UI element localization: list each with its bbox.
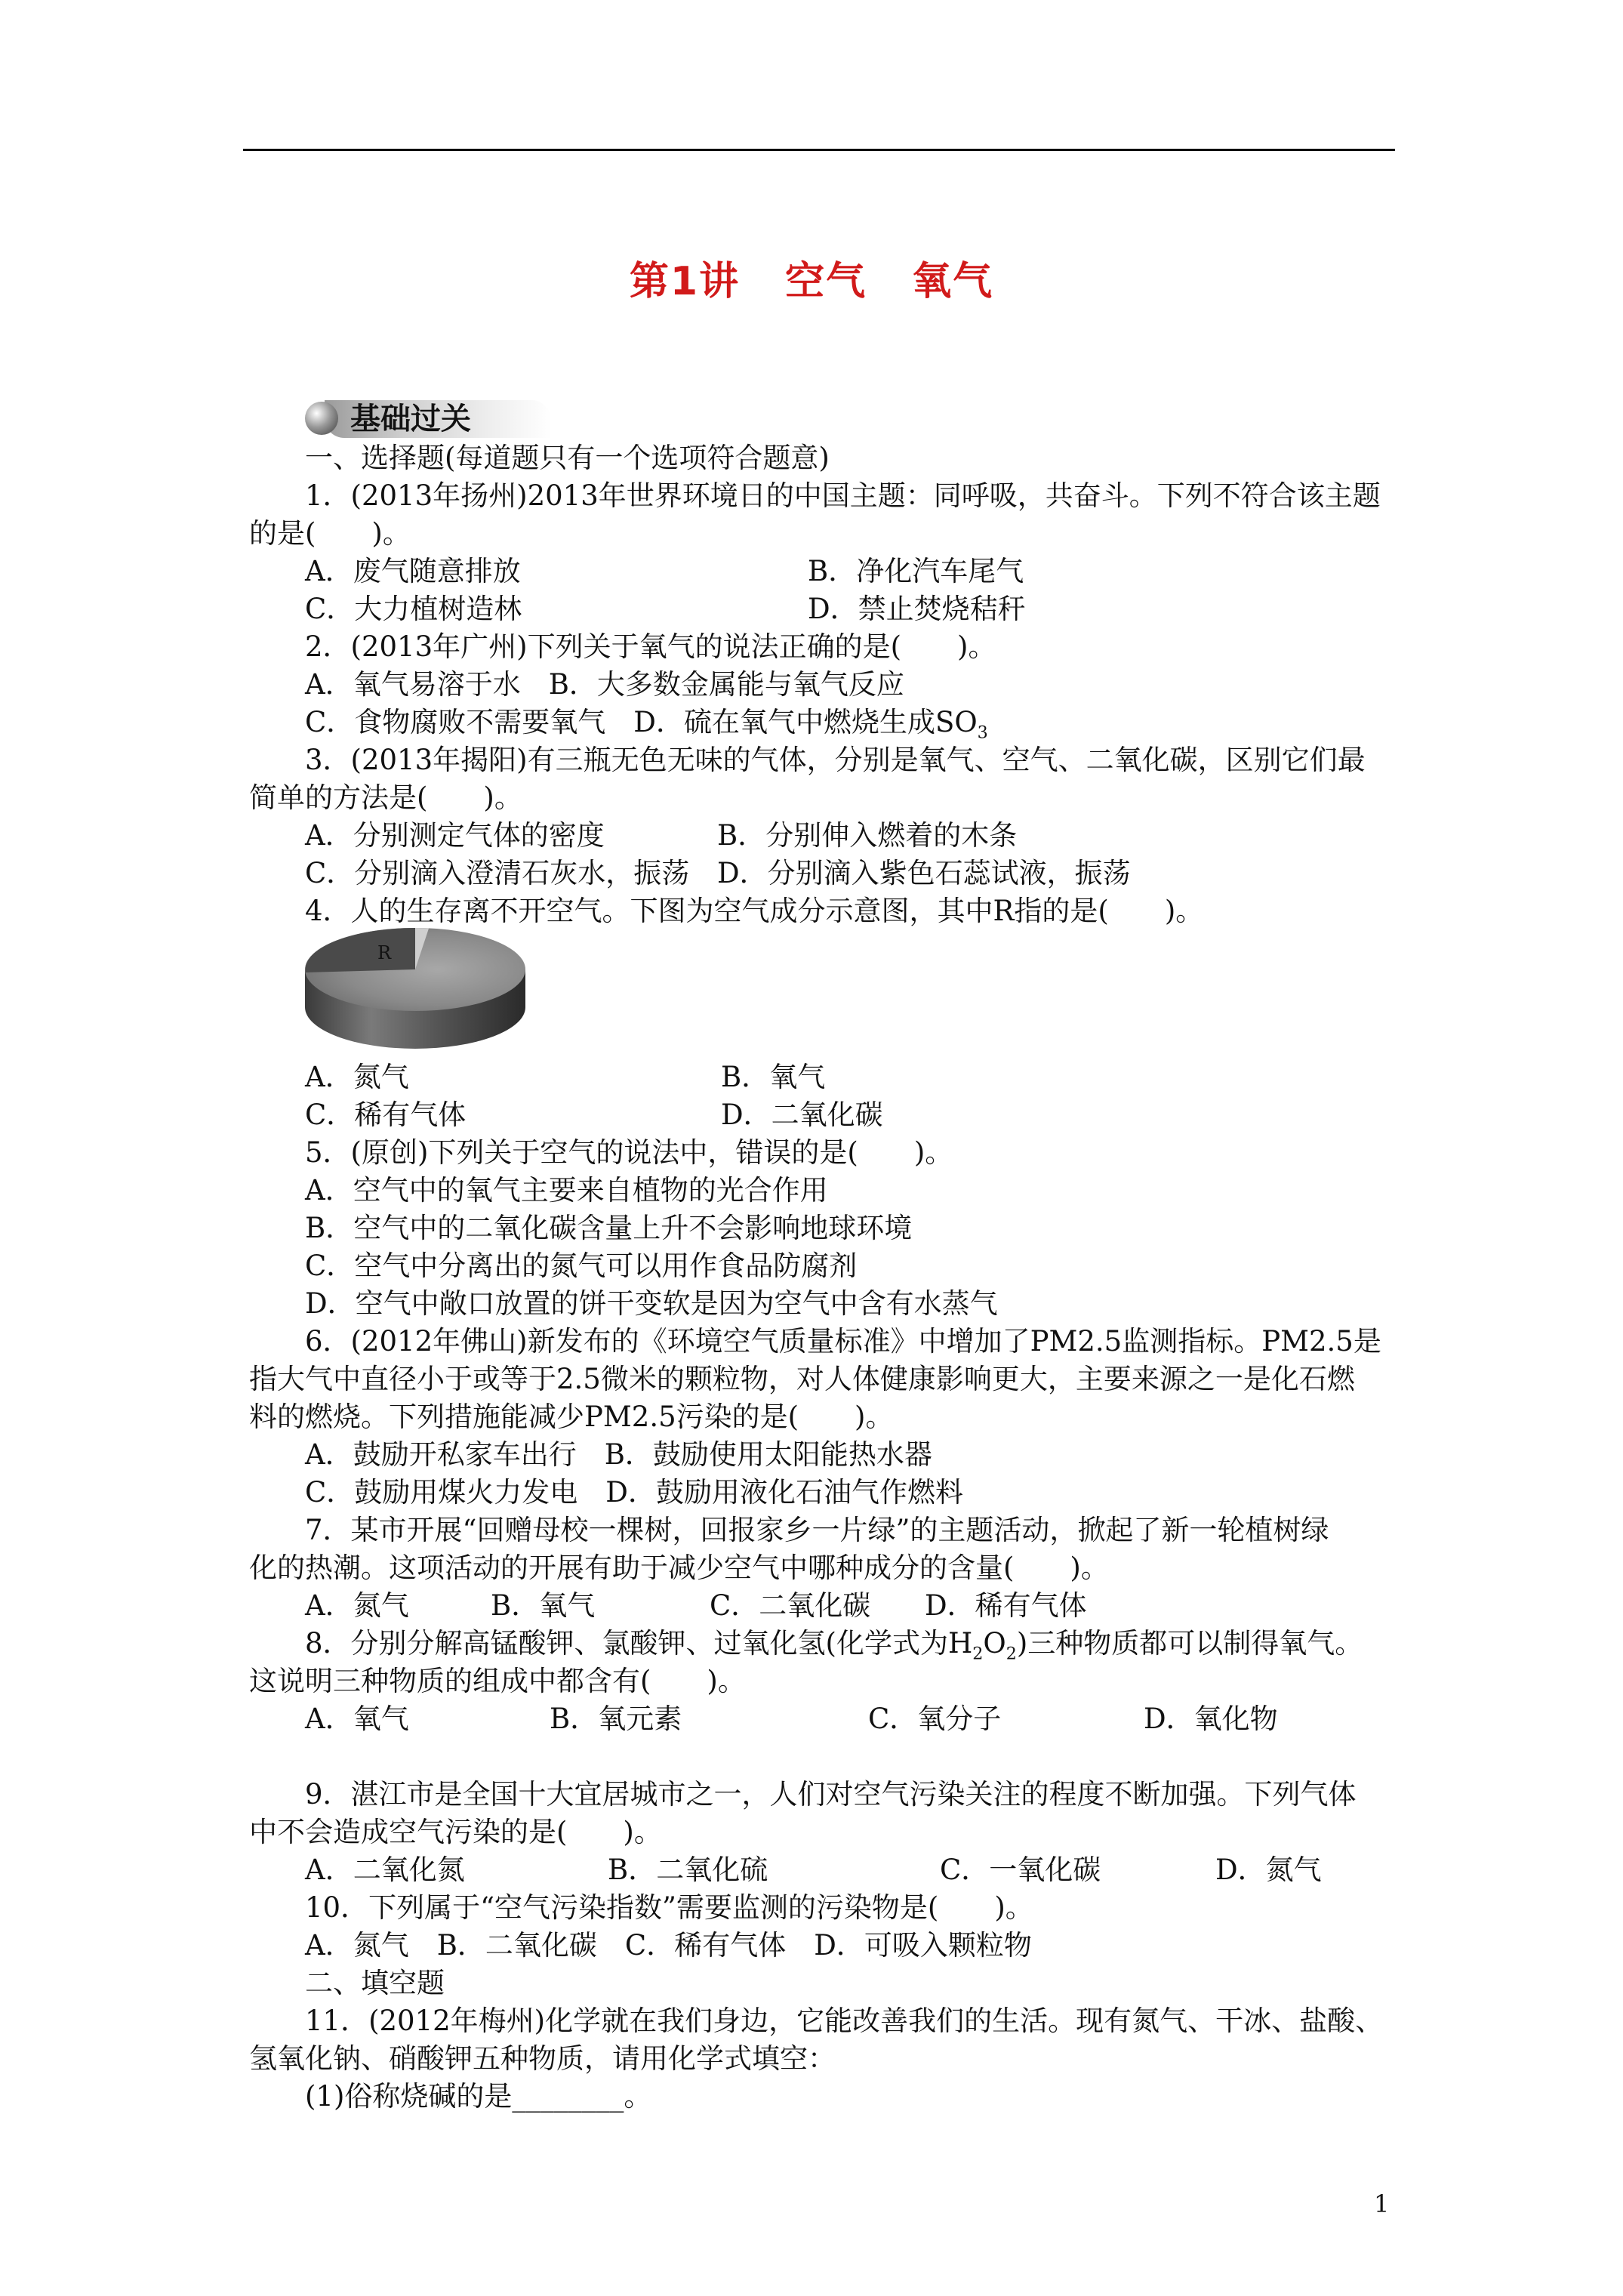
q7-option-a: A．氮气 xyxy=(305,1589,409,1622)
q5-option-b: B．空气中的二氧化碳含量上升不会影响地球环境 xyxy=(305,1212,913,1244)
section-badge xyxy=(305,397,554,441)
q1-option-d: D．禁止焚烧秸秆 xyxy=(808,593,1026,625)
q6-stem-line3: 料的燃烧。下列措施能减少PM2.5污染的是( )。 xyxy=(249,1401,894,1433)
q4-option-d: D．二氧化碳 xyxy=(721,1099,883,1131)
q9-option-b: B．二氧化硫 xyxy=(608,1854,768,1886)
air-composition-pie-chart xyxy=(302,923,528,1059)
section-badge-label: 基础过关 xyxy=(350,402,471,436)
pie-slice-r xyxy=(306,928,415,972)
q8-option-d: D．氧化物 xyxy=(1144,1703,1278,1735)
q6-stem-line1: 6．(2012年佛山)新发布的《环境空气质量标准》中增加了PM2.5监测指标。PM2.5是 xyxy=(305,1325,1381,1358)
q8-subscript-1: 2 xyxy=(972,1644,984,1664)
q4-option-c: C．稀有气体 xyxy=(305,1099,467,1131)
q5-option-c: C．空气中分离出的氮气可以用作食品防腐剂 xyxy=(305,1250,858,1282)
q7-option-c: C．二氧化碳 xyxy=(710,1589,871,1622)
q7-stem-line2: 化的热潮。这项活动的开展有助于减少空气中哪种成分的含量( )。 xyxy=(249,1552,1109,1584)
q8-option-c: C．氧分子 xyxy=(868,1703,1002,1735)
q11-stem-line1: 11．(2012年梅州)化学就在我们身边，它能改善我们的生活。现有氮气、干冰、盐酸、 xyxy=(305,2005,1384,2037)
q4-stem: 4．人的生存离不开空气。下图为空气成分示意图，其中R指的是( )。 xyxy=(305,895,1204,927)
pie-label-r: R xyxy=(377,942,392,963)
title-lecture: 第1讲 xyxy=(629,259,741,304)
q5-option-a: A．空气中的氧气主要来自植物的光合作用 xyxy=(305,1174,828,1207)
q9-option-d: D．氮气 xyxy=(1215,1854,1322,1886)
q3-option-a: A．分别测定气体的密度 xyxy=(305,819,605,852)
q3-stem-line2: 简单的方法是( )。 xyxy=(249,781,522,814)
q7-option-b: B．氧气 xyxy=(491,1589,596,1622)
title-oxygen: 氧气 xyxy=(912,259,994,304)
q8-option-b: B．氧元素 xyxy=(550,1703,682,1735)
q10-stem: 10．下列属于“空气污染指数”需要监测的污染物是( )。 xyxy=(305,1891,1033,1924)
q1-option-a: A．废气随意排放 xyxy=(305,555,521,587)
q11-stem-line2: 氢氧化钠、硝酸钾五种物质，请用化学式填空： xyxy=(249,2042,836,2075)
section-badge-ball-icon xyxy=(305,402,338,435)
q5-option-d: D．空气中敞口放置的饼干变软是因为空气中含有水蒸气 xyxy=(305,1287,998,1320)
header-rule xyxy=(243,149,1395,151)
q9-stem-line2: 中不会造成空气污染的是( )。 xyxy=(249,1816,662,1848)
q1-stem-line2: 的是( )。 xyxy=(249,517,411,550)
q2-options-cd xyxy=(305,704,988,741)
q1-option-c: C．大力植树造林 xyxy=(305,593,522,625)
q8-stem-mid: O xyxy=(983,1627,1006,1660)
q11-sub1: (1)俗称烧碱的是________。 xyxy=(305,2080,652,2113)
q6-options-ab: A．鼓励开私家车出行 B．鼓励使用太阳能热水器 xyxy=(305,1438,932,1471)
page-number: 1 xyxy=(1374,2190,1390,2218)
q3-option-c: C．分别滴入澄清石灰水，振荡 xyxy=(305,857,690,889)
q8-stem-pre: 8．分别分解高锰酸钾、氯酸钾、过氧化氢(化学式为H xyxy=(305,1627,973,1660)
q7-option-d: D．稀有气体 xyxy=(925,1589,1087,1622)
q9-option-a: A．二氧化氮 xyxy=(305,1854,465,1886)
q8-option-a: A．氧气 xyxy=(305,1703,409,1735)
part1-heading: 一、选择题(每道题只有一个选项符合题意) xyxy=(305,442,830,474)
q4-option-a: A．氮气 xyxy=(305,1061,409,1093)
q8-stem-line1 xyxy=(305,1625,1363,1663)
q3-option-b: B．分别伸入燃着的木条 xyxy=(717,819,1018,852)
part2-heading: 二、填空题 xyxy=(305,1967,445,1999)
q10-options: A．氮气 B．二氧化碳 C．稀有气体 D．可吸入颗粒物 xyxy=(305,1929,1032,1962)
q9-option-c: C．一氧化碳 xyxy=(940,1854,1101,1886)
q5-stem: 5．(原创)下列关于空气的说法中，错误的是( )。 xyxy=(305,1136,953,1169)
q6-stem-line2: 指大气中直径小于或等于2.5微米的颗粒物，对人体健康影响更大，主要来源之一是化石燃 xyxy=(249,1363,1355,1395)
q8-subscript-2: 2 xyxy=(1006,1644,1017,1664)
q8-stem-line2: 这说明三种物质的组成中都含有( )。 xyxy=(249,1665,746,1697)
q8-stem-post: )三种物质都可以制得氧气。 xyxy=(1016,1627,1363,1660)
q2-stem: 2．(2013年广州)下列关于氧气的说法正确的是( )。 xyxy=(305,630,996,663)
q1-stem-line1: 1．(2013年扬州)2013年世界环境日的中国主题：同呼吸，共奋斗。下列不符合该主题 xyxy=(305,479,1381,512)
pie-chart-svg xyxy=(302,923,528,1059)
q2-options-ab: A．氧气易溶于水 B．大多数金属能与氧气反应 xyxy=(305,668,904,701)
q3-option-d: D．分别滴入紫色石蕊试液，振荡 xyxy=(717,857,1131,889)
q2-options-cd-text: C．食物腐败不需要氧气 D．硫在氧气中燃烧生成SO xyxy=(305,706,978,738)
q4-option-b: B．氧气 xyxy=(721,1061,826,1093)
q7-stem-line1: 7．某市开展“回赠母校一棵树，回报家乡一片绿”的主题活动，掀起了新一轮植树绿 xyxy=(305,1514,1329,1546)
title-air: 空气 xyxy=(785,259,867,304)
q1-option-b: B．净化汽车尾气 xyxy=(808,555,1024,587)
q3-stem-line1: 3．(2013年揭阳)有三瓶无色无味的气体，分别是氧气、空气、二氧化碳，区别它们最 xyxy=(305,744,1366,776)
q2-subscript: 3 xyxy=(977,723,988,743)
q9-stem-line1: 9．湛江市是全国十大宜居城市之一，人们对空气污染关注的程度不断加强。下列气体 xyxy=(305,1778,1357,1811)
q6-options-cd: C．鼓励用煤火力发电 D．鼓励用液化石油气作燃料 xyxy=(305,1476,963,1509)
page-title xyxy=(0,249,1623,306)
